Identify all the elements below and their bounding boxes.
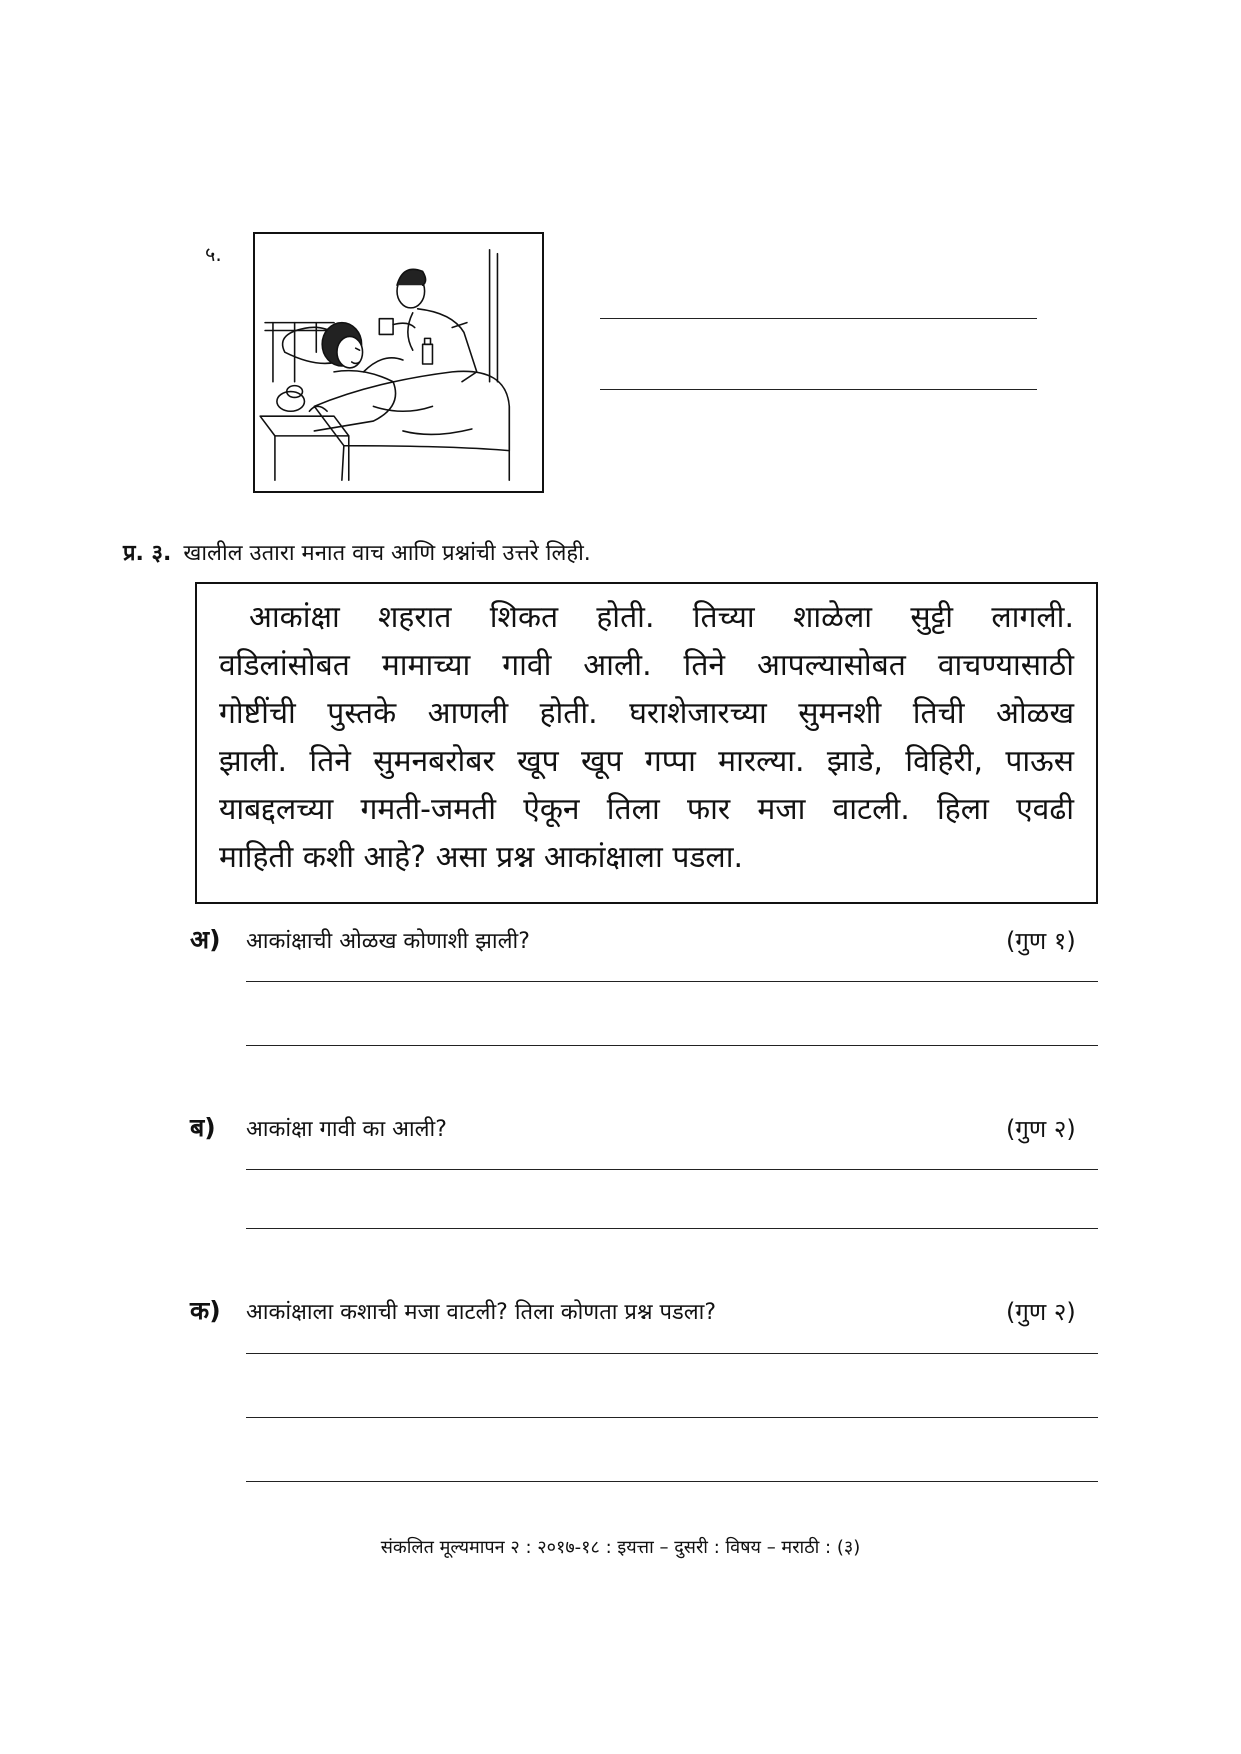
subquestion-label: ब)	[190, 1113, 216, 1142]
passage-line: वडिलांसोबत मामाच्या गावी आली. तिने आपल्यासोबत वाचण्यासाठी	[219, 648, 1074, 683]
subquestion-text: आकांक्षा गावी का आली?	[246, 1117, 447, 1142]
item-number: ५.	[205, 242, 222, 266]
subquestion-text: आकांक्षाची ओळख कोणाशी झाली?	[246, 929, 530, 954]
question-instruction: खालील उतारा मनात वाच आणि प्रश्नांची उत्तरे लिही.	[183, 541, 591, 566]
answer-line[interactable]	[246, 981, 1098, 982]
sick-mother-illustration	[253, 232, 544, 493]
passage-box	[195, 582, 1098, 904]
marks-label: (गुण १)	[1006, 927, 1076, 955]
passage-line: आकांक्षा शहरात शिकत होती. तिच्या शाळेला सुट्टी लागली.	[249, 600, 1074, 635]
answer-line[interactable]	[246, 1417, 1098, 1418]
answer-line[interactable]	[246, 1353, 1098, 1354]
marks-label: (गुण २)	[1006, 1115, 1076, 1143]
answer-line[interactable]	[600, 389, 1037, 390]
question-number: प्र. ३.	[123, 541, 172, 566]
answer-line[interactable]	[246, 1045, 1098, 1046]
question-3-header	[123, 537, 591, 567]
subquestion-label: क)	[190, 1296, 221, 1325]
subquestion-text: आकांक्षाला कशाची मजा वाटली? तिला कोणता प्रश्न पडला?	[246, 1300, 717, 1325]
page-footer: संकलित मूल्यमापन २ : २०१७-१८ : इयत्ता – दुसरी : विषय – मराठी : (३)	[380, 1537, 861, 1558]
passage-line: गोष्टींची पुस्तके आणली होती. घराशेजारच्या सुमनशी तिची ओळख	[219, 696, 1074, 731]
passage-line: याबद्दलच्या गमती-जमती ऐकून तिला फार मजा वाटली. हिला एवढी	[219, 792, 1074, 827]
answer-line[interactable]	[246, 1228, 1098, 1229]
answer-line[interactable]	[246, 1481, 1098, 1482]
marks-label: (गुण २)	[1006, 1298, 1076, 1326]
passage-line: माहिती कशी आहे? असा प्रश्न आकांक्षाला पडला.	[219, 840, 744, 875]
answer-line[interactable]	[246, 1169, 1098, 1170]
subquestion-label: अ)	[190, 925, 221, 954]
passage-line: झाली. तिने सुमनबरोबर खूप खूप गप्पा मारल्या. झाडे, विहिरी, पाऊस	[219, 744, 1074, 779]
answer-line[interactable]	[600, 318, 1037, 319]
